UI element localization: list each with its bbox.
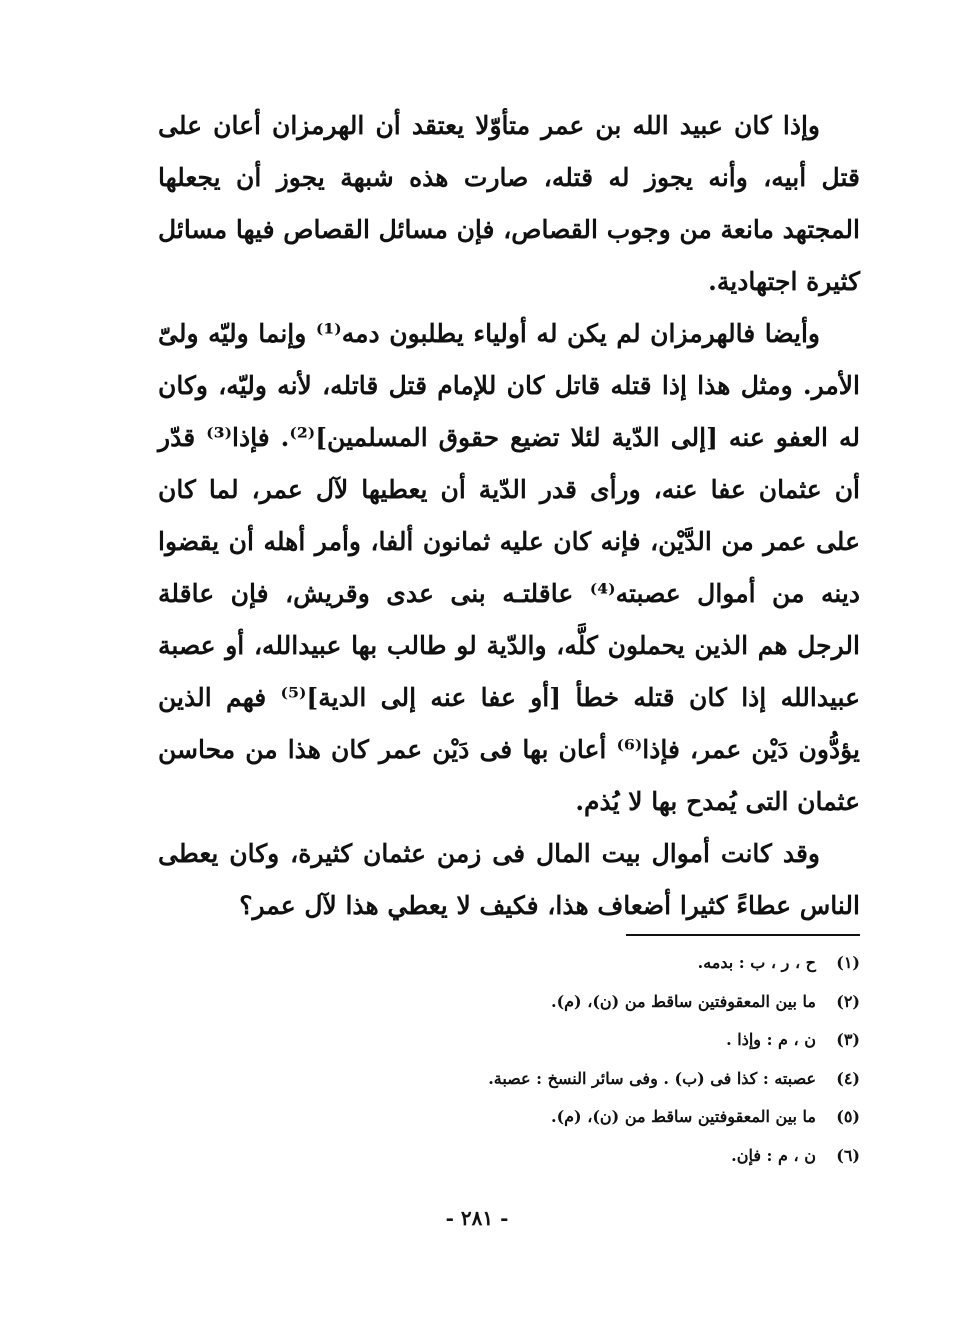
footnote-1 [300, 944, 860, 983]
footnote-number: (١) [836, 953, 860, 972]
footnote-separator [626, 934, 860, 936]
footnote-text: عصبته : كذا فى (ب) . وفى سائر النسخ : عصبة. [488, 1068, 816, 1088]
footnote-text: ن ، م : فإن. [731, 1145, 816, 1165]
footnote-number: (٥) [836, 1107, 860, 1127]
footnote-number: (٢) [836, 991, 860, 1011]
main-text [158, 100, 860, 932]
paragraph-2: وأيضا فالهرمزان لم يكن له أولياء يطلبون دمه⁽¹⁾ وإنما وليّه ولىّ الأمر. ومثل هذا إذا قتله قاتل كان للإمام قتل قاتله، لأنه وليّه، وكان له العفو عنه [إلى الدّية لئلا تضيع حقوق المسلمين]⁽²⁾. فإذا⁽³⁾ قدّر أن عثمان عفا عنه، ورأى قدر الدّية أن يعطيها لآل عمر، لما كان على عمر من الدَّيْن، فإنه كان عليه ثمانون ألفا، وأمر أهله أن يقضوا دينه من أموال عصبته⁽⁴⁾ عاقلتـه بنى عدى وقريش، فإن عاقلة الرجل هم الذين يحملون كلَّه، والدّية لو طالب بها عبيدالله، أو عصبة عبيدالله إذا كان قتله خطأ [أو عفا عنه إلى الدية]⁽⁵⁾ فهم الذين يؤدُّون دَيْن عمر، فإذا⁽⁶⁾ أعان بها فى دَيْن عمر كان هذا من محاسن عثمان التى يُمدح بها لا يُذم. [158, 319, 861, 816]
footnote-4 [300, 1060, 860, 1099]
footnote-text: ح ، ر ، ب : بدمه. [697, 953, 816, 972]
footnote-5 [300, 1098, 860, 1137]
footnote-number: (٣) [836, 1030, 860, 1050]
page-number: - ٢٨١ - [445, 1206, 509, 1230]
footnote-3 [300, 1021, 860, 1060]
footnote-number: (٤) [836, 1068, 860, 1088]
footnote-text: ما بين المعقوفتين ساقط من (ن)، (م). [551, 1107, 816, 1127]
footnote-number: (٦) [836, 1145, 860, 1165]
footnotes [300, 944, 860, 1176]
footnote-6 [300, 1137, 860, 1176]
footnote-text: ن ، م : وإذا . [726, 1030, 816, 1050]
paragraph-3: وقد كانت أموال بيت المال فى زمن عثمان كثيرة، وكان يعطى الناس عطاءً كثيرا أضعاف هذا، فكيف لا يعطي هذا لآل عمر؟ [158, 839, 860, 920]
paragraph-1: وإذا كان عبيد الله بن عمر متأوّلا يعتقد أن الهرمزان أعان على قتل أبيه، وأنه يجوز له قتله، صارت هذه شبهة يجوز أن يجعلها المجتهد مانعة من وجوب القصاص، فإن مسائل القصاص فيها مسائل كثيرة اجتهادية. [157, 111, 860, 296]
footnote-text: ما بين المعقوفتين ساقط من (ن)، (م). [551, 991, 816, 1011]
footnote-2 [300, 983, 860, 1022]
